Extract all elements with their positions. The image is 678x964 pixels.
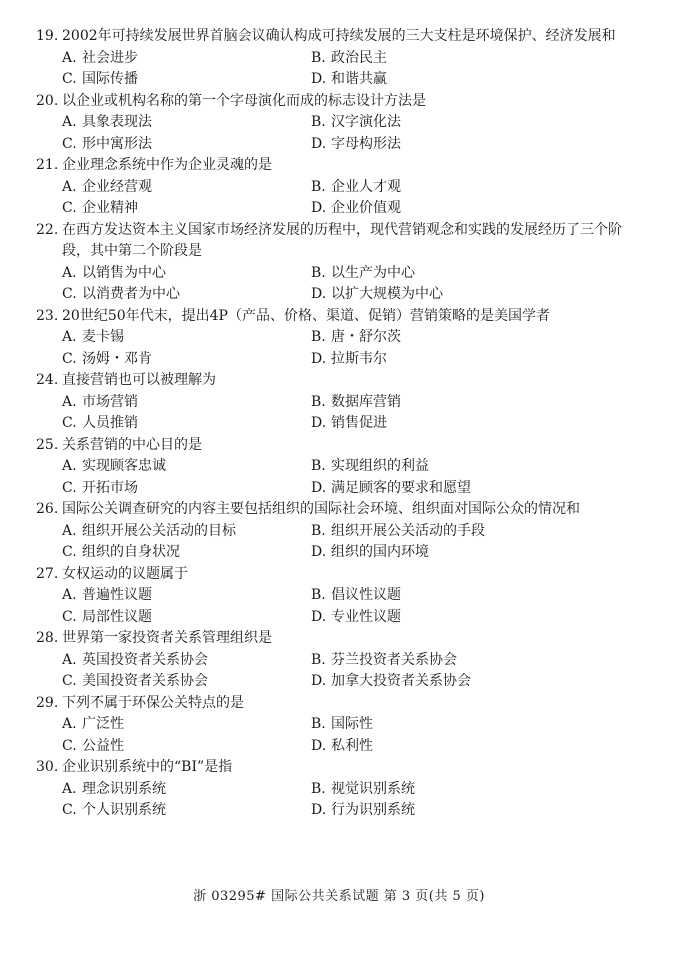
stem-text: 20世纪50年代末，提出4P（产品、价格、渠道、促销）营销策略的是美国学者 xyxy=(62,307,550,324)
option-grid xyxy=(36,521,636,564)
option-text: 具象表现法 xyxy=(82,114,152,130)
question-stem xyxy=(36,628,636,650)
option-d xyxy=(311,671,611,693)
option-text: 和谐共赢 xyxy=(331,71,387,87)
option-grid xyxy=(36,456,636,499)
option-text: 英国投资者关系协会 xyxy=(82,651,208,668)
option-letter: A. xyxy=(62,49,77,66)
option-text: 专业性议题 xyxy=(331,608,401,625)
question-number: 30. xyxy=(36,759,59,775)
option-d xyxy=(311,69,611,91)
option-text: 广泛性 xyxy=(82,716,124,732)
option-grid xyxy=(36,263,636,306)
option-b xyxy=(311,48,611,70)
question-21 xyxy=(36,155,636,220)
question-27 xyxy=(36,564,636,629)
option-text: 企业经营观 xyxy=(82,178,152,195)
option-text: 字母构形法 xyxy=(331,135,401,152)
option-a xyxy=(62,177,311,199)
option-a xyxy=(62,521,311,543)
question-number: 27. xyxy=(36,565,59,582)
question-number: 23. xyxy=(36,307,59,324)
option-letter: C. xyxy=(62,286,77,302)
option-c xyxy=(62,607,311,629)
option-d xyxy=(311,800,611,822)
option-letter: C. xyxy=(62,135,77,152)
option-letter: B. xyxy=(311,522,326,539)
option-grid xyxy=(36,779,636,822)
option-text: 国际传播 xyxy=(82,71,138,87)
option-d xyxy=(311,284,611,306)
option-text: 销售促进 xyxy=(331,415,387,431)
option-c xyxy=(62,736,311,758)
option-letter: A. xyxy=(62,587,77,603)
option-d xyxy=(311,478,611,500)
option-text: 美国投资者关系协会 xyxy=(82,673,208,689)
option-letter: D. xyxy=(311,200,327,216)
stem-text: 2002年可持续发展世界首脑会议确认构成可持续发展的三大支柱是环境保护、经济发展和 xyxy=(62,28,616,44)
option-a xyxy=(62,650,311,672)
emphasis-text: 不属于 xyxy=(90,694,132,711)
option-grid xyxy=(36,392,636,435)
option-text: 数据库营销 xyxy=(331,393,401,410)
option-text: 企业精神 xyxy=(82,200,138,216)
option-letter: C. xyxy=(62,673,77,689)
option-text: 芬兰投资者关系协会 xyxy=(331,651,457,668)
option-b xyxy=(311,263,611,285)
option-text: 麦卡锡 xyxy=(82,329,124,345)
option-c xyxy=(62,542,311,564)
option-letter: A. xyxy=(62,522,77,539)
option-a xyxy=(62,456,311,478)
option-a xyxy=(62,779,311,801)
option-letter: A. xyxy=(62,329,77,345)
question-23 xyxy=(36,306,636,371)
option-d xyxy=(311,349,611,371)
question-29 xyxy=(36,693,636,758)
option-text: 组织的国内环境 xyxy=(331,544,429,560)
option-letter: C. xyxy=(62,200,77,216)
option-letter: B. xyxy=(311,393,326,410)
option-c xyxy=(62,198,311,220)
question-number: 22. xyxy=(36,221,59,238)
option-text: 组织开展公关活动的手段 xyxy=(331,522,485,539)
option-text: 视觉识别系统 xyxy=(331,780,415,797)
option-text: 普遍性议题 xyxy=(82,587,152,603)
question-stem xyxy=(36,435,636,457)
option-c xyxy=(62,69,311,91)
option-d xyxy=(311,736,611,758)
option-letter: A. xyxy=(62,264,77,281)
option-text: 公益性 xyxy=(82,737,124,754)
option-b xyxy=(311,714,611,736)
question-22 xyxy=(36,220,636,306)
question-number: 24. xyxy=(36,372,59,388)
question-28 xyxy=(36,628,636,693)
option-text: 局部性议题 xyxy=(82,608,152,625)
question-number: 29. xyxy=(36,694,59,711)
question-stem xyxy=(36,757,636,779)
option-b xyxy=(311,650,611,672)
option-c xyxy=(62,413,311,435)
option-grid xyxy=(36,327,636,370)
option-grid xyxy=(36,714,636,757)
option-letter: A. xyxy=(62,114,77,130)
option-text: 企业人才观 xyxy=(331,178,401,195)
option-letter: C. xyxy=(62,350,77,367)
question-number: 28. xyxy=(36,630,59,646)
stem-text: 关系营销的中心目的是 xyxy=(62,436,202,453)
stem-text: 以企业或机构名称的第一个字母演化而成的标志设计方法是 xyxy=(62,92,426,109)
stem-text: 环保公关特点的是 xyxy=(132,694,244,711)
option-b xyxy=(311,392,611,414)
option-letter: A. xyxy=(62,458,77,474)
option-c xyxy=(62,349,311,371)
question-26 xyxy=(36,499,636,564)
option-letter: C. xyxy=(62,737,77,754)
stem-text: 企业理念系统中作为企业灵魂的是 xyxy=(62,157,272,173)
question-stem xyxy=(36,564,636,586)
question-stem xyxy=(36,306,636,328)
option-text: 实现组织的利益 xyxy=(331,458,429,474)
option-a xyxy=(62,48,311,70)
option-c xyxy=(62,478,311,500)
question-stem xyxy=(36,693,636,715)
option-grid xyxy=(36,48,636,91)
option-letter: A. xyxy=(62,178,77,195)
option-letter: D. xyxy=(311,415,327,431)
option-c xyxy=(62,134,311,156)
option-letter: B. xyxy=(311,49,326,66)
option-letter: B. xyxy=(311,114,326,130)
page-footer: 浙 03295# 国际公共关系试题 第 3 页(共 5 页) xyxy=(193,889,485,904)
option-letter: B. xyxy=(311,716,326,732)
option-text: 以销售为中心 xyxy=(82,264,166,281)
option-letter: B. xyxy=(311,458,326,474)
stem-text: 企业识别系统中的“BI”是指 xyxy=(62,759,233,775)
question-number: 26. xyxy=(36,501,59,517)
question-number: 19. xyxy=(36,28,59,44)
option-text: 实现顾客忠诚 xyxy=(82,458,166,474)
option-letter: D. xyxy=(311,350,327,367)
option-text: 以生产为中心 xyxy=(331,264,415,281)
option-d xyxy=(311,198,611,220)
option-letter: D. xyxy=(311,71,327,87)
option-text: 以扩大规模为中心 xyxy=(331,286,443,302)
option-letter: C. xyxy=(62,802,77,818)
option-b xyxy=(311,327,611,349)
option-text: 汤姆・邓肯 xyxy=(82,350,152,367)
option-letter: C. xyxy=(62,71,77,87)
option-text: 理念识别系统 xyxy=(82,780,166,797)
option-text: 唐・舒尔茨 xyxy=(331,329,401,345)
option-letter: D. xyxy=(311,608,327,625)
option-letter: B. xyxy=(311,264,326,281)
option-letter: A. xyxy=(62,716,77,732)
option-letter: B. xyxy=(311,587,326,603)
option-text: 形中寓形法 xyxy=(82,135,152,152)
question-stem xyxy=(36,220,636,263)
option-text: 满足顾客的要求和愿望 xyxy=(331,479,471,496)
option-letter: C. xyxy=(62,415,77,431)
option-text: 汉字演化法 xyxy=(331,114,401,130)
option-b xyxy=(311,585,611,607)
option-letter: A. xyxy=(62,393,77,410)
option-d xyxy=(311,542,611,564)
question-stem xyxy=(36,91,636,113)
option-b xyxy=(311,177,611,199)
option-text: 开拓市场 xyxy=(82,479,138,496)
option-text: 以消费者为中心 xyxy=(82,286,180,302)
option-letter: D. xyxy=(311,135,327,152)
option-text: 人员推销 xyxy=(82,415,138,431)
option-letter: D. xyxy=(311,544,327,560)
question-number: 25. xyxy=(36,436,59,453)
option-text: 私利性 xyxy=(331,737,373,754)
option-c xyxy=(62,284,311,306)
stem-text: 国际公关调查研究的内容主要包括组织的国际社会环境、组织面对国际公众的情况和 xyxy=(62,501,580,517)
option-a xyxy=(62,112,311,134)
option-letter: D. xyxy=(311,802,327,818)
question-19 xyxy=(36,26,636,91)
option-grid xyxy=(36,650,636,693)
option-letter: D. xyxy=(311,737,327,754)
question-number: 21. xyxy=(36,157,59,173)
option-text: 组织的自身状况 xyxy=(82,544,180,560)
option-text: 加拿大投资者关系协会 xyxy=(331,673,471,689)
option-grid xyxy=(36,112,636,155)
question-stem xyxy=(36,26,636,48)
question-list xyxy=(36,26,636,822)
option-text: 政治民主 xyxy=(331,49,387,66)
option-letter: C. xyxy=(62,608,77,625)
stem-text: 世界第一家投资者关系管理组织是 xyxy=(62,630,272,646)
option-text: 倡议性议题 xyxy=(331,587,401,603)
option-d xyxy=(311,607,611,629)
option-letter: C. xyxy=(62,544,77,560)
option-text: 个人识别系统 xyxy=(82,802,166,818)
question-20 xyxy=(36,91,636,156)
option-letter: B. xyxy=(311,780,326,797)
stem-text: 下列 xyxy=(62,694,90,711)
option-grid xyxy=(36,585,636,628)
option-letter: D. xyxy=(311,286,327,302)
option-text: 国际性 xyxy=(331,716,373,732)
option-letter: B. xyxy=(311,178,326,195)
option-letter: B. xyxy=(311,651,326,668)
question-30 xyxy=(36,757,636,822)
option-text: 企业价值观 xyxy=(331,200,401,216)
question-stem xyxy=(36,155,636,177)
option-text: 组织开展公关活动的目标 xyxy=(82,522,236,539)
option-b xyxy=(311,779,611,801)
option-letter: A. xyxy=(62,651,77,668)
option-d xyxy=(311,134,611,156)
option-letter: B. xyxy=(311,329,326,345)
question-number: 20. xyxy=(36,92,59,109)
option-text: 行为识别系统 xyxy=(331,802,415,818)
question-24 xyxy=(36,370,636,435)
option-c xyxy=(62,800,311,822)
option-letter: A. xyxy=(62,780,77,797)
option-a xyxy=(62,585,311,607)
option-b xyxy=(311,456,611,478)
option-letter: C. xyxy=(62,479,77,496)
question-stem xyxy=(36,499,636,521)
option-a xyxy=(62,392,311,414)
option-d xyxy=(311,413,611,435)
question-stem xyxy=(36,370,636,392)
option-a xyxy=(62,714,311,736)
option-b xyxy=(311,112,611,134)
option-text: 市场营销 xyxy=(82,393,138,410)
option-a xyxy=(62,327,311,349)
option-letter: D. xyxy=(311,479,327,496)
stem-text: 女权运动的议题属于 xyxy=(62,565,188,582)
stem-text: 直接营销也可以被理解为 xyxy=(62,372,216,388)
stem-text: 在西方发达资本主义国家市场经济发展的历程中，现代营销观念和实践的发展经历了三个阶段，其中第二个阶段是 xyxy=(62,221,622,259)
option-text: 拉斯韦尔 xyxy=(331,350,387,367)
option-letter: D. xyxy=(311,673,327,689)
option-b xyxy=(311,521,611,543)
option-a xyxy=(62,263,311,285)
option-grid xyxy=(36,177,636,220)
question-25 xyxy=(36,435,636,500)
option-text: 社会进步 xyxy=(82,49,138,66)
